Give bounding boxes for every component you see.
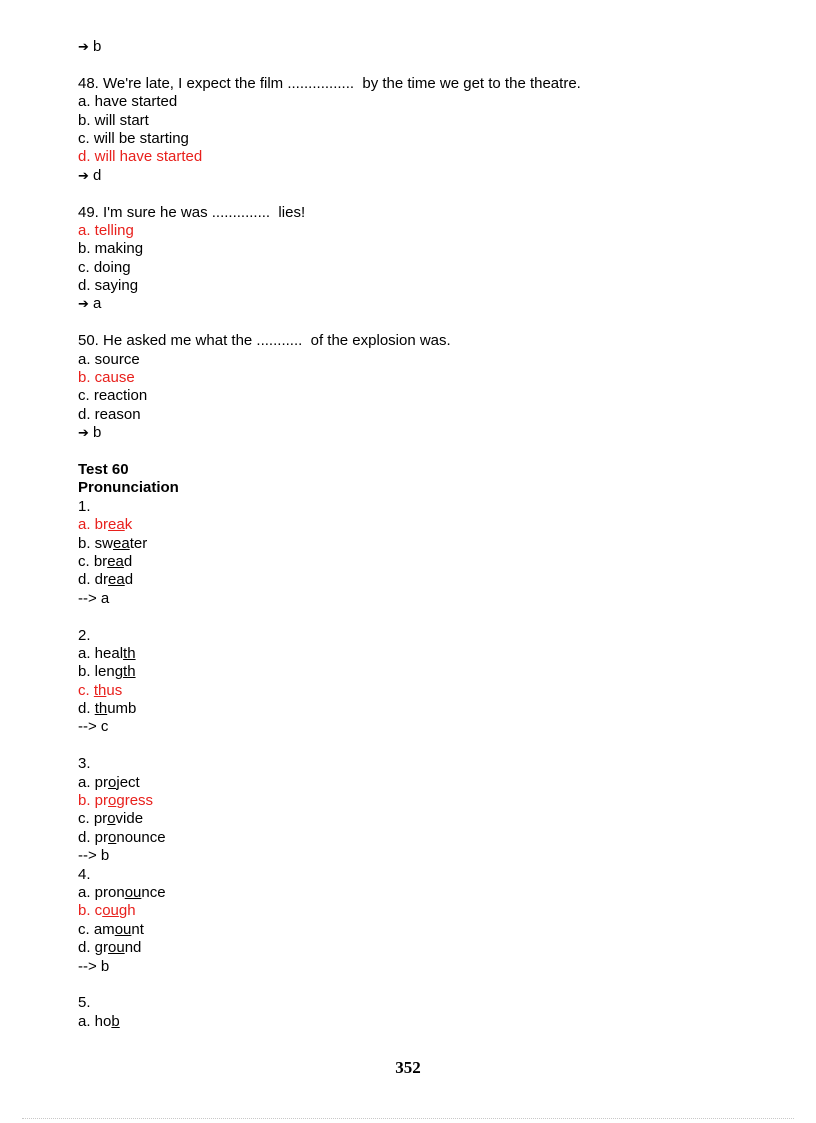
text-segment: 3. — [78, 755, 91, 773]
text-segment: a. source — [78, 350, 140, 368]
blank-line — [78, 976, 758, 994]
text-line — [78, 93, 758, 111]
text-segment: 48. We're late, I expect the film ................ by the time we get to the theatre. — [78, 74, 581, 92]
arrow-right-icon: ➔ — [78, 168, 94, 184]
text-line — [78, 406, 758, 424]
text-line — [78, 958, 758, 976]
text-line — [78, 700, 758, 718]
text-line — [78, 627, 758, 645]
text-segment: a. have started — [78, 93, 178, 111]
text-line — [78, 1013, 758, 1031]
text-segment: a. ho — [78, 1012, 112, 1030]
text-line — [78, 516, 758, 534]
text-segment: a. pr — [78, 773, 109, 791]
text-segment: b. leng — [78, 663, 124, 681]
text-line — [78, 498, 758, 516]
underlined-sound: o — [107, 810, 116, 828]
text-line — [78, 829, 758, 847]
underlined-sound: b — [111, 1012, 120, 1030]
section-heading — [78, 479, 758, 497]
text-line — [78, 939, 758, 957]
arrow-right-icon: ➔ — [78, 426, 94, 442]
text-segment: d — [124, 571, 134, 589]
text-segment: c. reaction — [78, 387, 148, 405]
text-segment: d. pr — [78, 828, 109, 846]
text-line — [78, 240, 758, 258]
blank-line — [78, 608, 758, 626]
text-line — [78, 130, 758, 148]
text-segment: c. will be starting — [78, 129, 189, 147]
text-segment: 1. — [78, 497, 91, 515]
text-segment: nd — [124, 939, 142, 957]
text-line — [78, 663, 758, 681]
underlined-sound: ou — [124, 883, 142, 901]
text-line — [78, 810, 758, 828]
blank-line — [78, 443, 758, 461]
text-line — [78, 792, 758, 810]
text-segment: 50. He asked me what the ........... of the explosion was. — [78, 332, 451, 350]
text-line — [78, 847, 758, 865]
text-segment: --> c — [78, 718, 109, 736]
text-line — [78, 718, 758, 736]
text-segment: us — [106, 681, 123, 699]
answer-line — [78, 295, 758, 313]
text-segment: ject — [116, 773, 140, 791]
underlined-sound: o — [108, 792, 117, 810]
text-segment: c. — [78, 681, 94, 699]
text-line — [78, 75, 758, 93]
answer-letter: d — [93, 166, 102, 184]
answer-line — [78, 167, 758, 185]
text-segment: d. saying — [78, 277, 139, 295]
text-segment: --> a — [78, 589, 110, 607]
text-segment: k — [124, 516, 133, 534]
underlined-sound: ou — [102, 902, 119, 920]
text-segment: Test 60 — [78, 460, 129, 478]
text-segment: c. doing — [78, 258, 131, 276]
text-segment: d. gr — [78, 939, 109, 957]
underlined-sound: ea — [107, 552, 124, 570]
text-segment: 2. — [78, 626, 91, 644]
text-line — [78, 682, 758, 700]
page-number: 352 — [395, 1058, 421, 1077]
text-segment: d. dr — [78, 571, 109, 589]
text-segment: --> b — [78, 847, 110, 865]
text-line — [78, 369, 758, 387]
text-segment: a. telling — [78, 221, 134, 239]
text-line — [78, 535, 758, 553]
underlined-sound: o — [108, 828, 117, 846]
underlined-sound: ea — [108, 571, 125, 589]
underlined-sound: ea — [113, 534, 130, 552]
text-segment: d. reason — [78, 405, 141, 423]
text-segment: nt — [131, 920, 144, 938]
text-segment: d. — [78, 700, 95, 718]
text-line — [78, 884, 758, 902]
text-line — [78, 590, 758, 608]
text-line — [78, 259, 758, 277]
text-line — [78, 553, 758, 571]
text-segment: 4. — [78, 865, 91, 883]
blank-line — [78, 185, 758, 203]
text-segment: b. c — [78, 902, 103, 920]
page-bottom-border — [22, 1118, 794, 1119]
underlined-sound: th — [123, 644, 136, 662]
text-line — [78, 921, 758, 939]
answer-line — [78, 38, 758, 56]
text-line — [78, 277, 758, 295]
text-line — [78, 902, 758, 920]
text-segment: nounce — [116, 828, 166, 846]
text-segment: b. cause — [78, 369, 135, 387]
text-line — [78, 774, 758, 792]
section-heading — [78, 461, 758, 479]
underlined-sound: th — [123, 663, 136, 681]
answer-letter: a — [93, 295, 102, 313]
text-segment: 5. — [78, 994, 91, 1012]
underlined-sound: ou — [114, 920, 132, 938]
text-line — [78, 222, 758, 240]
arrow-right-icon: ➔ — [78, 40, 94, 55]
text-segment: d. will have started — [78, 148, 203, 166]
underlined-sound: o — [108, 773, 117, 791]
text-line — [78, 204, 758, 222]
text-segment: gh — [118, 902, 136, 920]
blank-line — [78, 737, 758, 755]
text-segment: a. pron — [78, 883, 125, 901]
document-body — [78, 38, 758, 1031]
text-segment: b. will start — [78, 111, 149, 129]
text-segment: 49. I'm sure he was .............. lies! — [78, 203, 306, 221]
text-segment: nce — [141, 883, 166, 901]
text-line — [78, 645, 758, 663]
underlined-sound: ou — [108, 939, 125, 957]
underlined-sound: th — [94, 700, 108, 718]
text-line — [78, 387, 758, 405]
arrow-right-icon: ➔ — [78, 297, 94, 313]
text-segment: b. pr — [78, 792, 109, 810]
text-segment: c. am — [78, 920, 115, 938]
text-segment: a. br — [78, 516, 109, 534]
text-line — [78, 571, 758, 589]
text-line — [78, 332, 758, 350]
text-line — [78, 994, 758, 1012]
answer-line — [78, 424, 758, 442]
text-segment: a. heal — [78, 644, 124, 662]
text-line — [78, 866, 758, 884]
text-segment: c. br — [78, 552, 108, 570]
text-segment: --> b — [78, 957, 110, 975]
text-segment: umb — [107, 700, 137, 718]
underlined-sound: th — [93, 681, 107, 699]
text-line — [78, 148, 758, 166]
text-segment: b. sw — [78, 534, 114, 552]
text-segment: vide — [115, 810, 144, 828]
text-segment: b. making — [78, 240, 144, 258]
answer-letter: b — [93, 38, 102, 55]
blank-line — [78, 314, 758, 332]
text-line — [78, 755, 758, 773]
underlined-sound: ea — [108, 516, 125, 534]
answer-letter: b — [93, 424, 102, 442]
text-line — [78, 351, 758, 369]
text-segment: d — [123, 552, 133, 570]
text-segment: Pronunciation — [78, 479, 179, 497]
text-segment: ter — [129, 534, 148, 552]
blank-line — [78, 56, 758, 74]
text-line — [78, 112, 758, 130]
text-segment: gress — [116, 792, 154, 810]
text-segment: c. pr — [78, 810, 108, 828]
